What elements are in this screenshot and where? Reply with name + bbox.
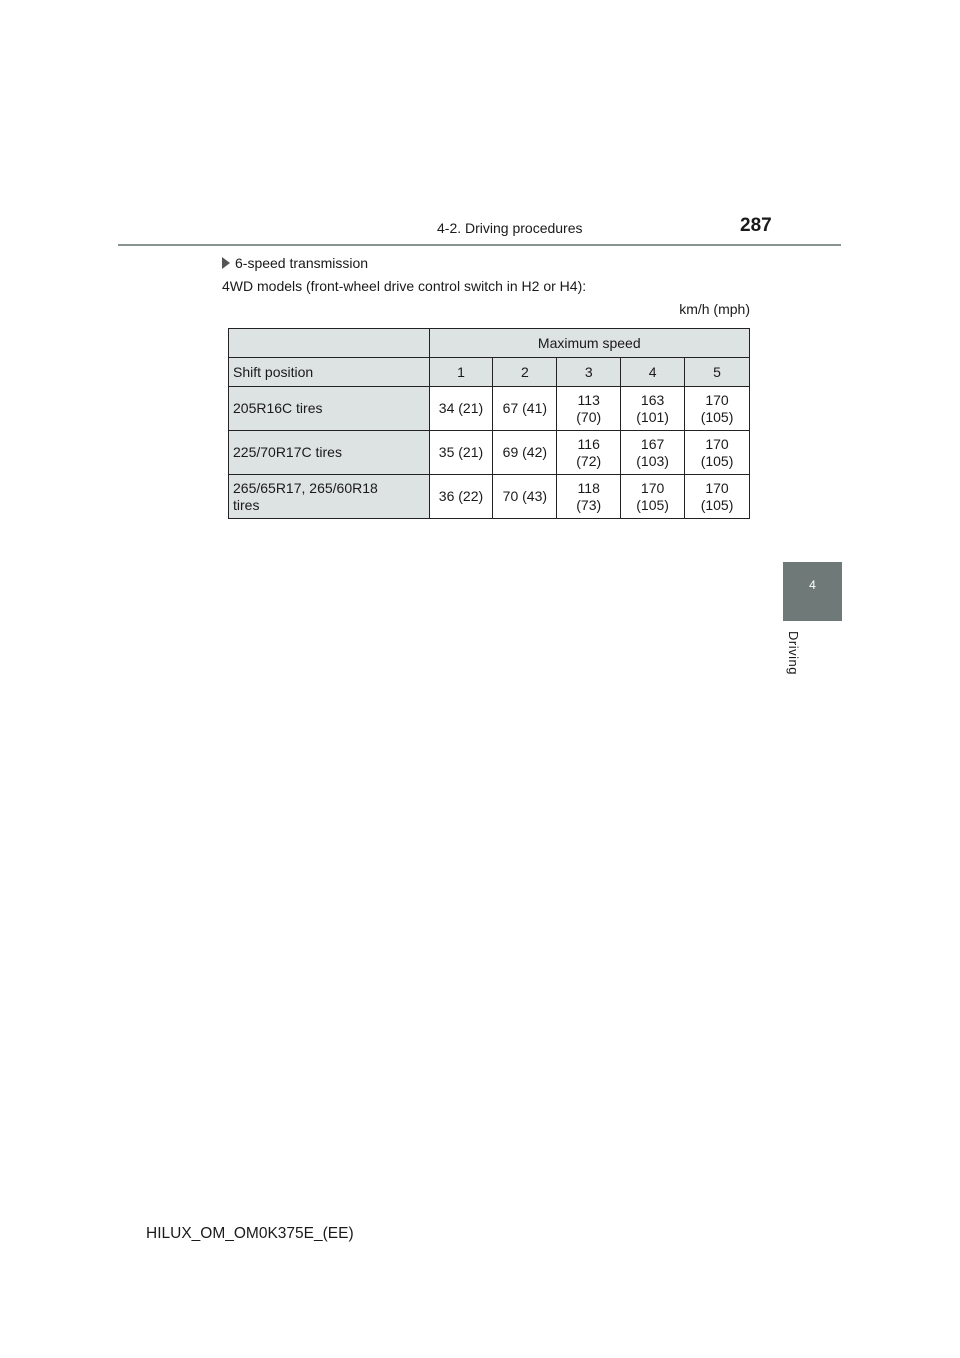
table-row [229,475,750,519]
chapter-tab [783,562,842,621]
table-row-label: 265/65R17, 265/60R18 tires [229,475,430,519]
table-cell: 170 (105) [685,431,750,475]
page-number: 287 [740,215,772,236]
header-divider [118,244,841,246]
header-section-title: 4-2. Driving procedures [437,220,583,236]
table-cell: 118 (73) [557,475,621,519]
table-cell: 67 (41) [493,387,557,431]
subheading-text: 6-speed transmission [235,255,369,271]
table-row-label: 225/70R17C tires [229,431,430,475]
unit-label: km/h (mph) [679,301,750,317]
table-cell: 170 (105) [685,475,750,519]
table-group-header: Maximum speed [429,329,749,358]
table-first-column-header: Shift position [229,358,430,387]
table-cell: 113 (70) [557,387,621,431]
table-column-header-row [229,358,750,387]
table-cell: 170 (105) [685,387,750,431]
table-column-header: 5 [685,358,750,387]
intro-text: 4WD models (front-wheel drive control switch in H2 or H4): [222,278,587,294]
subheading [222,255,368,271]
table-cell: 116 (72) [557,431,621,475]
table-column-header: 3 [557,358,621,387]
table-column-header: 1 [429,358,493,387]
table-cell: 69 (42) [493,431,557,475]
table-empty-corner [229,329,430,358]
table-cell: 34 (21) [429,387,493,431]
table-row [229,431,750,475]
table-cell: 167 (103) [621,431,685,475]
triangle-bullet-icon [222,257,230,269]
chapter-number: 4 [809,578,816,592]
table-row [229,387,750,431]
table-cell: 170 (105) [621,475,685,519]
table-cell: 36 (22) [429,475,493,519]
chapter-label: Driving [786,631,801,675]
document-footer-code: HILUX_OM_OM0K375E_(EE) [146,1225,354,1242]
max-speed-table [228,328,750,519]
table-cell: 163 (101) [621,387,685,431]
table-column-header: 4 [621,358,685,387]
table-cell: 35 (21) [429,431,493,475]
table-group-header-row [229,329,750,358]
table-cell: 70 (43) [493,475,557,519]
table-row-label: 205R16C tires [229,387,430,431]
table-column-header: 2 [493,358,557,387]
